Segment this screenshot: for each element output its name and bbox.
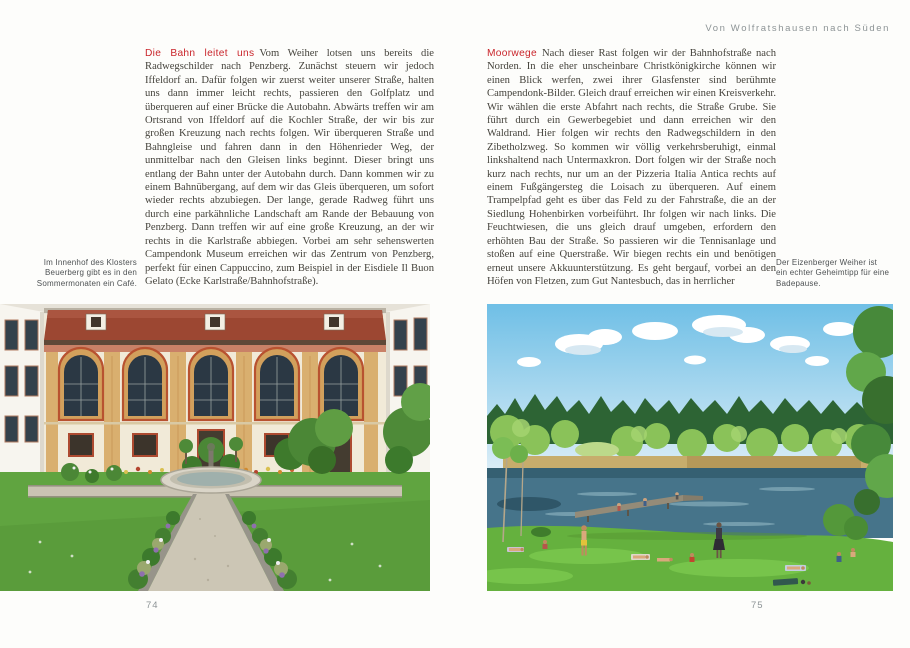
body-text-right [487, 47, 776, 288]
body-right-content: Nach dieser Rast folgen wir der Bahnhofstraße nach Norden. In die eher unscheinbare Christkönigkirche können wir einen Blick werfen, zwei ihrer Glasfenster sind berühmte Campendonk-Bilder. Gleich drauf erreichen wir einen Kreisverkehr. Wir wählen die erste Abfahrt nach rechts, die Straße Grube. Sie führt durch ein Gewerbegebiet und dann erreichen wir den Waldrand. Hier folgen wir rechts den Radwegschildern in den Zibetholzweg. So kommen wir völlig verkehrsberuhigt, einmal linkshaltend nach Untermaxkron. Dort folgen wir der Straße noch kurz nach rechts, nur um an der Pizzeria Italia Antica rechts auf einem Fußgängersteg die Loisach zu überqueren. Auf einem Trampelpfad geht es über das Feld zu der Fahrstraße, die an der Siedlung Hohenbirken vorbeiführt. Ihr folgen wir nach links. Die Feuchtwiesen, die uns gleich drauf umgeben, erfordern den erhöhten Bau der Straße. So passieren wir die Tennisanlage und stoßen auf eine Querstraße. Wir biegen rechts ein und benötigen erneut unsere Akkuunterstützung. Es geht bergauf, vorbei an den Höfen von Fletzen, zum Gut Nantesbuch, das in herrlicher [487, 48, 776, 287]
kloster-courtyard-illustration [0, 304, 430, 591]
lake-illustration [487, 304, 893, 591]
page-number-right: 75 [751, 600, 764, 611]
body-left-content: Vom Weiher lotsen uns bereits die Radwegschilder nach Penzberg. Zunächst steuern wir jedoch Iffeldorf an. Dafür folgen wir zuerst weiter unserer Straße, halten uns dann immer leicht rechts, passieren den Golfplatz und überqueren auf einer Brücke die Autobahn. Abwärts treffen wir am Ortsrand von Iffeldorf auf die Kochler Straße, der wir bis zur großen Kreuzung nach rechts folgen. Wir überqueren Straße und Bahngleise und fahren dann in den Höhenrieder Weg, der unmittelbar nach den Gleisen links beginnt. Dieser bringt uns entlang der Bahn unter der Autobahn durch. Dann kommen wir zu einem Bahnübergang, auf dem wir das Gleis überqueren, um sofort wieder rechts abzubiegen. Der lange, gerade Radweg führt uns durch eine parkähnliche Landschaft am Rande der Bebauung von Penzberg. Dann treffen wir auf eine große Kreuzung, an der wir rechts in die Karlstraße abbiegen. Vorbei am sehr sehenswerten Campendonk Museum erreichen wir das Zentrum von Penzberg, perfekt für einen Cappuccino, zum Beispiel in der Eisdiele Il Buon Gelato (Ecke Karlstraße/Bahnhofstraße). [145, 48, 434, 287]
photo-eizenberger-weiher [487, 304, 893, 591]
lead-in-right: Moorwege [487, 48, 537, 59]
lead-in-left: Die Bahn leitet uns [145, 48, 255, 59]
margin-note-right: Der Eizenberger Weiher ist ein echter Geheimtipp für eine Badepause. [776, 258, 890, 288]
photo-kloster-courtyard [0, 304, 430, 591]
running-header: Von Wolfratshausen nach Süden [705, 23, 890, 34]
body-text-left [145, 47, 434, 288]
margin-note-left: Im Innenhof des Klosters Beuerberg gibt es in den Sommermonaten ein Café. [36, 258, 137, 288]
page-number-left: 74 [146, 600, 159, 611]
